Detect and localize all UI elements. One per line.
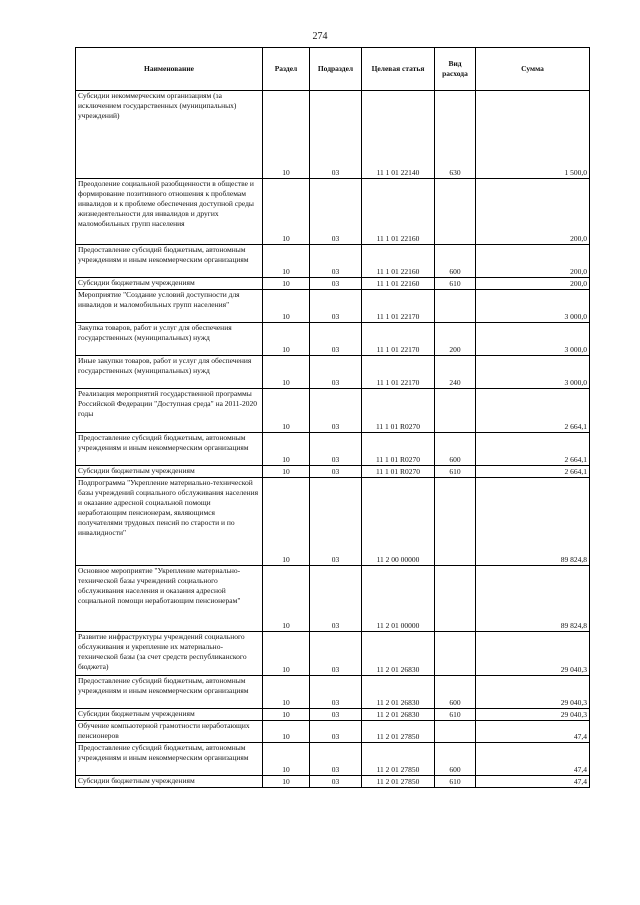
row-name: Иные закупки товаров, работ и услуг для обеспечения государственных (муниципальных) нужд [76,356,263,389]
row-section: 10 [263,632,310,676]
row-expense-type: 610 [435,278,476,290]
table-row [76,466,590,478]
row-section: 10 [263,478,310,566]
row-expense-type: 600 [435,676,476,709]
row-target-article: 11 1 01 R0270 [362,433,435,466]
table-row [76,389,590,433]
row-sum: 29 040,3 [476,709,590,721]
row-name: Предоставление субсидий бюджетным, автономным учреждениям и иным некоммерческим организациям [76,743,263,776]
row-subsection: 03 [310,389,362,433]
row-name: Мероприятие "Создание условий доступности для инвалидов и маломобильных групп населения" [76,290,263,323]
row-section: 10 [263,278,310,290]
row-sum: 3 000,0 [476,290,590,323]
row-expense-type [435,478,476,566]
row-name: Субсидии бюджетным учреждениям [76,278,263,290]
row-sum: 47,4 [476,743,590,776]
row-target-article: 11 1 01 22160 [362,278,435,290]
row-name: Субсидии бюджетным учреждениям [76,709,263,721]
budget-table [75,47,590,788]
table-row [76,709,590,721]
row-section: 10 [263,179,310,245]
row-section: 10 [263,290,310,323]
row-section: 10 [263,776,310,788]
row-section: 10 [263,466,310,478]
row-sum: 29 040,3 [476,632,590,676]
row-name: Предоставление субсидий бюджетным, автономным учреждениям и иным некоммерческим организациям [76,245,263,278]
table-body [76,91,590,788]
table-row [76,245,590,278]
row-sum: 47,4 [476,721,590,743]
header-expense-type: Вид расхода [435,48,476,91]
row-target-article: 11 2 01 00000 [362,566,435,632]
row-section: 10 [263,389,310,433]
row-sum: 2 664,1 [476,433,590,466]
row-sum: 2 664,1 [476,389,590,433]
table-row [76,776,590,788]
header-name: Наименование [76,48,263,91]
row-target-article: 11 2 01 27850 [362,721,435,743]
row-name: Развитие инфраструктуры учреждений социального обслуживания и укрепление их материально-технической базы (за счет средств республиканского бюджета) [76,632,263,676]
table-row [76,179,590,245]
row-target-article: 11 2 01 27850 [362,743,435,776]
row-subsection: 03 [310,245,362,278]
table-row [76,356,590,389]
row-subsection: 03 [310,709,362,721]
row-sum: 89 824,8 [476,566,590,632]
row-subsection: 03 [310,721,362,743]
row-sum: 3 000,0 [476,356,590,389]
table-row [76,323,590,356]
row-expense-type: 600 [435,433,476,466]
row-subsection: 03 [310,566,362,632]
row-name: Преодоление социальной разобщенности в обществе и формирование позитивного отношения к проблемам инвалидов и к проблеме обеспечения доступной среды жизнедеятельности для инвалидов и других маломобильных групп населения [76,179,263,245]
row-expense-type [435,632,476,676]
row-subsection: 03 [310,290,362,323]
row-sum: 200,0 [476,278,590,290]
row-target-article: 11 1 01 22170 [362,290,435,323]
header-section: Раздел [263,48,310,91]
row-sum: 200,0 [476,245,590,278]
row-target-article: 11 2 01 26830 [362,676,435,709]
row-subsection: 03 [310,776,362,788]
row-section: 10 [263,91,310,179]
row-section: 10 [263,676,310,709]
row-subsection: 03 [310,278,362,290]
row-section: 10 [263,323,310,356]
row-subsection: 03 [310,91,362,179]
header-sum: Сумма [476,48,590,91]
row-target-article: 11 2 01 26830 [362,632,435,676]
header-target-article: Целевая статья [362,48,435,91]
row-sum: 3 000,0 [476,323,590,356]
row-name: Предоставление субсидий бюджетным, автономным учреждениям и иным некоммерческим организациям [76,676,263,709]
page-number: 274 [312,31,328,42]
row-subsection: 03 [310,466,362,478]
row-name: Субсидии бюджетным учреждениям [76,776,263,788]
row-expense-type [435,179,476,245]
row-target-article: 11 1 01 22160 [362,179,435,245]
row-name: Субсидии бюджетным учреждениям [76,466,263,478]
table-row [76,566,590,632]
row-sum: 200,0 [476,179,590,245]
row-section: 10 [263,709,310,721]
table-header-row [76,48,590,91]
row-expense-type: 610 [435,466,476,478]
row-expense-type: 600 [435,245,476,278]
row-name: Обучение компьютерной грамотности неработающих пенсионеров [76,721,263,743]
row-name: Подпрограмма "Укрепление материально-технической базы учреждений социального обслуживания населения и оказание адресной социальной помощи неработающим пенсионерам, являющимся получателями трудовых пенсий по старости и по инвалидности" [76,478,263,566]
row-subsection: 03 [310,478,362,566]
row-subsection: 03 [310,676,362,709]
row-subsection: 03 [310,632,362,676]
row-sum: 89 824,8 [476,478,590,566]
row-expense-type: 200 [435,323,476,356]
row-subsection: 03 [310,433,362,466]
row-target-article: 11 1 01 22160 [362,245,435,278]
row-expense-type [435,290,476,323]
row-name: Реализация мероприятий государственной программы Российской Федерации "Доступная среда" на 2011-2020 годы [76,389,263,433]
table-row [76,632,590,676]
row-section: 10 [263,245,310,278]
row-expense-type [435,566,476,632]
row-section: 10 [263,743,310,776]
row-sum: 29 040,3 [476,676,590,709]
row-expense-type: 630 [435,91,476,179]
row-expense-type: 600 [435,743,476,776]
table-row [76,676,590,709]
table-row [76,433,590,466]
row-sum: 1 500,0 [476,91,590,179]
row-name: Основное мероприятие "Укрепление материально-технической базы учреждений социального обслуживания населения и оказания адресной социальной помощи неработающим пенсионерам" [76,566,263,632]
row-section: 10 [263,433,310,466]
row-name: Субсидии некоммерческим организациям (за исключением государственных (муниципальных) учреждений) [76,91,263,179]
row-target-article: 11 1 01 22140 [362,91,435,179]
row-target-article: 11 1 01 R0270 [362,389,435,433]
table-row [76,478,590,566]
row-sum: 47,4 [476,776,590,788]
row-expense-type: 610 [435,776,476,788]
row-target-article: 11 2 01 26830 [362,709,435,721]
row-subsection: 03 [310,323,362,356]
row-target-article: 11 2 00 00000 [362,478,435,566]
row-section: 10 [263,721,310,743]
row-target-article: 11 1 01 22170 [362,356,435,389]
row-target-article: 11 2 01 27850 [362,776,435,788]
row-sum: 2 664,1 [476,466,590,478]
row-expense-type [435,389,476,433]
row-expense-type: 240 [435,356,476,389]
row-subsection: 03 [310,179,362,245]
table-row [76,721,590,743]
row-subsection: 03 [310,356,362,389]
row-expense-type [435,721,476,743]
row-target-article: 11 1 01 R0270 [362,466,435,478]
row-subsection: 03 [310,743,362,776]
table-row [76,278,590,290]
table-row [76,91,590,179]
table-row [76,743,590,776]
row-name: Предоставление субсидий бюджетным, автономным учреждениям и иным некоммерческим организациям [76,433,263,466]
header-subsection: Подраздел [310,48,362,91]
row-section: 10 [263,566,310,632]
table-row [76,290,590,323]
row-expense-type: 610 [435,709,476,721]
row-section: 10 [263,356,310,389]
row-name: Закупка товаров, работ и услуг для обеспечения государственных (муниципальных) нужд [76,323,263,356]
row-target-article: 11 1 01 22170 [362,323,435,356]
